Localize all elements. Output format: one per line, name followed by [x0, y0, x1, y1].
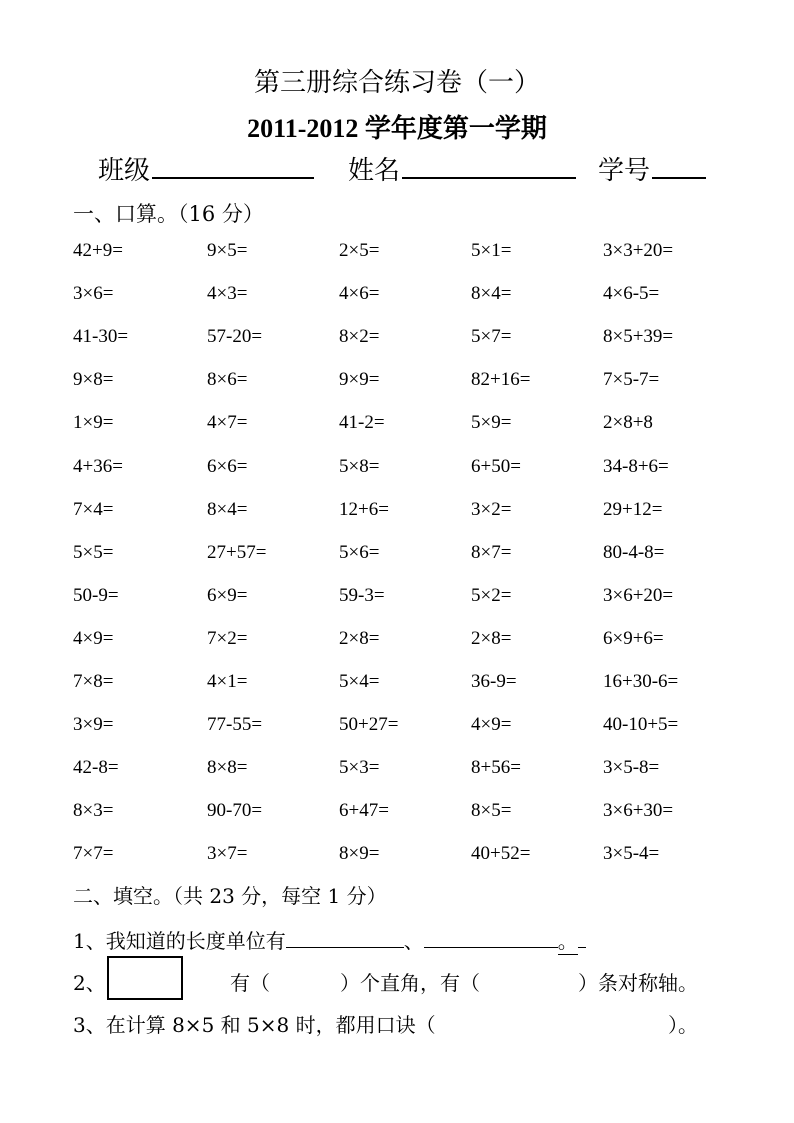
math-problem: 8×8=	[207, 757, 248, 778]
math-problem: 4×1=	[207, 671, 248, 692]
question-3-text: 3、在计算 8×5 和 5×8 时，都用口诀（	[73, 1013, 436, 1037]
question-1-blank-1[interactable]	[286, 929, 404, 948]
question-2-number: 2、	[73, 971, 106, 995]
math-problem: 41-2=	[339, 412, 385, 433]
math-problem: 6×9+6=	[603, 628, 664, 649]
math-problem: 6+50=	[471, 456, 521, 477]
question-1-blank-2[interactable]	[424, 929, 558, 948]
math-problem: 59-3=	[339, 585, 385, 606]
math-problem: 42+9=	[73, 240, 123, 261]
question-1-text: 1、我知道的长度单位有	[73, 929, 286, 953]
worksheet-title: 第三册综合练习卷（一）	[253, 68, 540, 98]
math-problem: 6×6=	[207, 456, 248, 477]
name-field	[348, 150, 576, 187]
class-blank[interactable]	[152, 151, 314, 179]
math-problem: 34-8+6=	[603, 456, 669, 477]
math-problem: 9×5=	[207, 240, 248, 261]
math-problem: 40+52=	[471, 843, 531, 864]
math-problem: 8×6=	[207, 369, 248, 390]
math-problem: 2×8+8	[603, 412, 653, 433]
math-problem: 6+47=	[339, 800, 389, 821]
math-problem: 4+36=	[73, 456, 123, 477]
math-problem: 5×7=	[471, 326, 512, 347]
student-number-blank[interactable]	[652, 151, 706, 179]
math-problem: 3×6=	[73, 283, 114, 304]
student-number-label: 学号	[598, 156, 651, 186]
math-problem: 3×5-4=	[603, 843, 660, 864]
math-problem: 3×7=	[207, 843, 248, 864]
math-problem: 7×2=	[207, 628, 248, 649]
math-problem: 8×5=	[471, 800, 512, 821]
math-problem: 7×8=	[73, 671, 114, 692]
math-problem: 82+16=	[471, 369, 531, 390]
question-1-end: 。	[558, 925, 578, 955]
math-problem: 42-8=	[73, 757, 119, 778]
math-problem: 8×4=	[207, 499, 248, 520]
math-problem: 4×6=	[339, 283, 380, 304]
rectangle-figure	[107, 956, 183, 1000]
math-problem: 5×1=	[471, 240, 512, 261]
math-problem: 5×9=	[471, 412, 512, 433]
math-problem: 3×9=	[73, 714, 114, 735]
math-problem: 41-30=	[73, 326, 129, 347]
worksheet-subtitle: 2011-2012 学年度第一学期	[247, 114, 547, 143]
class-field	[98, 150, 314, 187]
question-2-part-2: ）个直角，有（	[340, 971, 480, 995]
math-problem: 3×6+20=	[603, 585, 674, 606]
name-blank[interactable]	[402, 151, 576, 179]
math-problem: 77-55=	[207, 714, 263, 735]
math-problem: 8×7=	[471, 542, 512, 563]
math-problem: 7×5-7=	[603, 369, 660, 390]
math-problem: 6×9=	[207, 585, 248, 606]
math-problem: 8+56=	[471, 757, 521, 778]
question-1-trailing-line	[578, 929, 586, 948]
math-problem: 2×8=	[471, 628, 512, 649]
math-problem: 7×4=	[73, 499, 114, 520]
question-1-separator: 、	[403, 929, 424, 953]
math-problem: 3×6+30=	[603, 800, 674, 821]
math-problem: 4×6-5=	[603, 283, 660, 304]
math-problem: 7×7=	[73, 843, 114, 864]
math-problem: 4×7=	[207, 412, 248, 433]
math-problem: 3×2=	[471, 499, 512, 520]
math-problem: 50-9=	[73, 585, 119, 606]
math-problem: 4×3=	[207, 283, 248, 304]
section-1-title: 一、口算。（16 分）	[73, 202, 264, 226]
math-problem: 5×8=	[339, 456, 380, 477]
math-problem: 1×9=	[73, 412, 114, 433]
math-problem: 3×5-8=	[603, 757, 660, 778]
math-problem: 2×8=	[339, 628, 380, 649]
math-problem: 80-4-8=	[603, 542, 665, 563]
math-problem: 5×4=	[339, 671, 380, 692]
math-problem: 8×4=	[471, 283, 512, 304]
math-problem: 50+27=	[339, 714, 399, 735]
math-problem: 8×5+39=	[603, 326, 674, 347]
math-problem: 90-70=	[207, 800, 263, 821]
math-problem: 40-10+5=	[603, 714, 679, 735]
math-problem: 12+6=	[339, 499, 389, 520]
math-problem: 4×9=	[471, 714, 512, 735]
math-problem: 5×2=	[471, 585, 512, 606]
math-problem: 8×2=	[339, 326, 380, 347]
class-label: 班级	[98, 156, 151, 186]
math-problem: 9×8=	[73, 369, 114, 390]
question-2-part-1: 有（	[230, 971, 270, 995]
section-2-title: 二、填空。（共 23 分，每空 1 分）	[73, 884, 387, 908]
math-problem: 8×9=	[339, 843, 380, 864]
math-problem: 57-20=	[207, 326, 263, 347]
name-label: 姓名	[348, 156, 401, 186]
math-problem: 5×6=	[339, 542, 380, 563]
math-problem: 4×9=	[73, 628, 114, 649]
student-number-field	[598, 150, 706, 187]
math-problem: 5×3=	[339, 757, 380, 778]
question-1	[73, 925, 586, 955]
question-3-end: ）。	[668, 1013, 698, 1037]
math-problem: 29+12=	[603, 499, 663, 520]
math-problem: 27+57=	[207, 542, 267, 563]
math-problem: 9×9=	[339, 369, 380, 390]
math-problem: 16+30-6=	[603, 671, 679, 692]
math-problem: 8×3=	[73, 800, 114, 821]
math-problem: 2×5=	[339, 240, 380, 261]
math-problem: 36-9=	[471, 671, 517, 692]
math-problem: 5×5=	[73, 542, 114, 563]
math-problem: 3×3+20=	[603, 240, 674, 261]
question-2-part-3: ）条对称轴。	[578, 971, 698, 995]
